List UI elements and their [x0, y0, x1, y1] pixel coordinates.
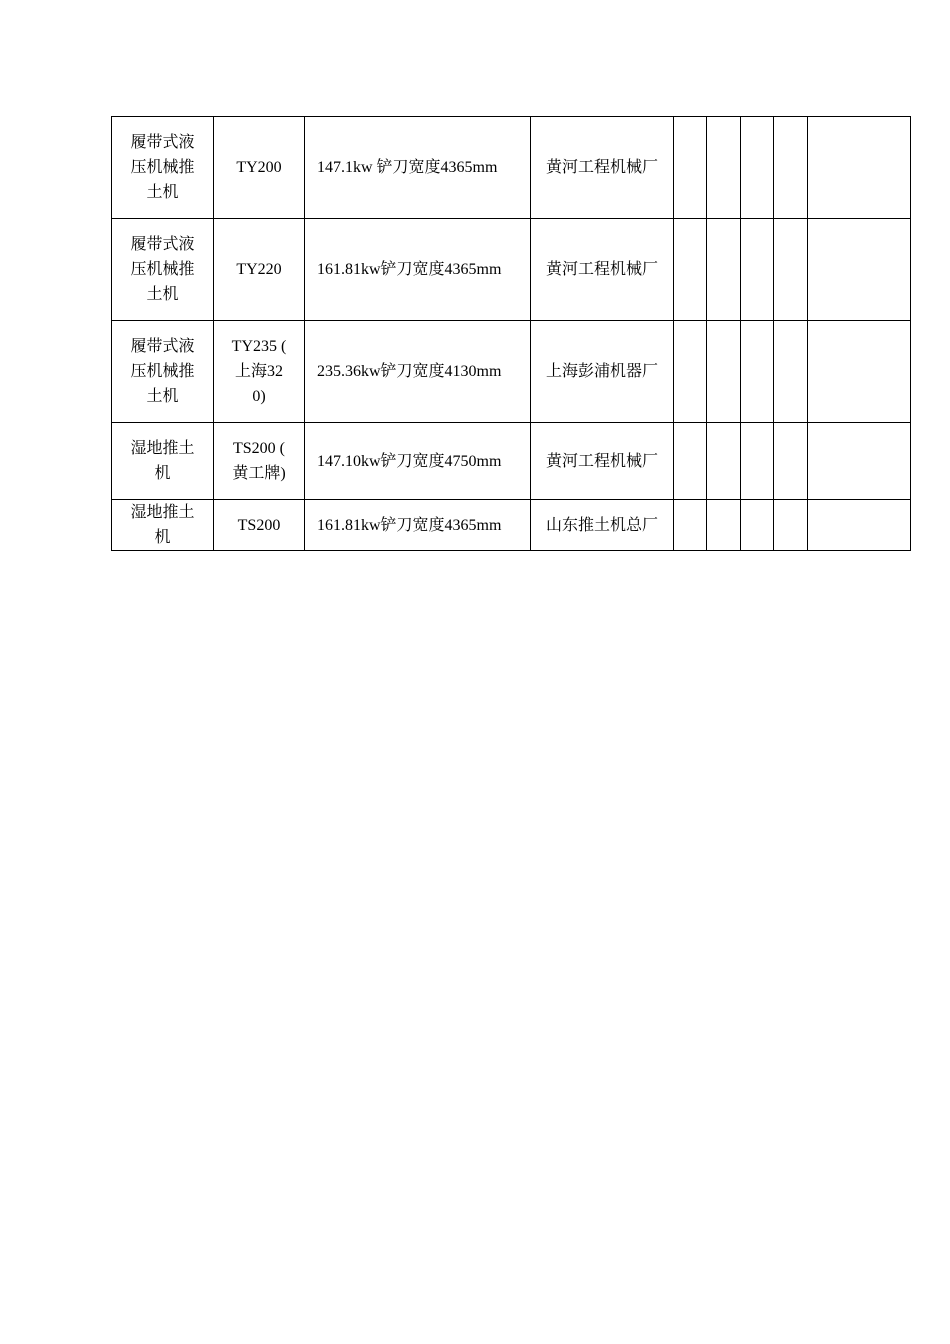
- empty-cell: [741, 219, 774, 321]
- empty-cell: [774, 117, 808, 219]
- spec-cell: 147.10kw铲刀宽度4750mm: [305, 423, 531, 500]
- empty-cell: [707, 500, 741, 551]
- empty-cell: [741, 500, 774, 551]
- spec-cell: 161.81kw铲刀宽度4365mm: [305, 500, 531, 551]
- empty-cell: [808, 117, 911, 219]
- table-row: [112, 500, 911, 551]
- manufacturer-cell: 黄河工程机械厂: [531, 117, 674, 219]
- equipment-name-cell: 湿地推土机: [112, 423, 214, 500]
- model-cell: TY220: [214, 219, 305, 321]
- empty-cell: [707, 423, 741, 500]
- model-cell: TS200 ( 黄工牌): [214, 423, 305, 500]
- empty-cell: [674, 219, 707, 321]
- empty-cell: [674, 423, 707, 500]
- table-row: [112, 423, 911, 500]
- empty-cell: [741, 117, 774, 219]
- equipment-name-cell: 湿地推土机: [112, 500, 214, 551]
- equipment-name-cell: 履带式液压机械推土机: [112, 321, 214, 423]
- manufacturer-cell: 黄河工程机械厂: [531, 423, 674, 500]
- equipment-name-cell: 履带式液压机械推土机: [112, 219, 214, 321]
- table-row: [112, 219, 911, 321]
- empty-cell: [674, 321, 707, 423]
- empty-cell: [808, 219, 911, 321]
- empty-cell: [808, 321, 911, 423]
- empty-cell: [774, 321, 808, 423]
- manufacturer-cell: 黄河工程机械厂: [531, 219, 674, 321]
- empty-cell: [707, 321, 741, 423]
- model-cell: TY200: [214, 117, 305, 219]
- empty-cell: [741, 423, 774, 500]
- equipment-name-cell: 履带式液压机械推土机: [112, 117, 214, 219]
- empty-cell: [707, 117, 741, 219]
- equipment-table: [111, 116, 911, 551]
- empty-cell: [774, 219, 808, 321]
- empty-cell: [707, 219, 741, 321]
- manufacturer-cell: 山东推土机总厂: [531, 500, 674, 551]
- model-cell: TY235 ( 上海320): [214, 321, 305, 423]
- empty-cell: [741, 321, 774, 423]
- empty-cell: [674, 117, 707, 219]
- empty-cell: [808, 500, 911, 551]
- empty-cell: [774, 423, 808, 500]
- empty-cell: [808, 423, 911, 500]
- empty-cell: [674, 500, 707, 551]
- spec-cell: 235.36kw铲刀宽度4130mm: [305, 321, 531, 423]
- manufacturer-cell: 上海彭浦机器厂: [531, 321, 674, 423]
- model-cell: TS200: [214, 500, 305, 551]
- table-row: [112, 117, 911, 219]
- spec-cell: 147.1kw 铲刀宽度4365mm: [305, 117, 531, 219]
- empty-cell: [774, 500, 808, 551]
- table-row: [112, 321, 911, 423]
- spec-cell: 161.81kw铲刀宽度4365mm: [305, 219, 531, 321]
